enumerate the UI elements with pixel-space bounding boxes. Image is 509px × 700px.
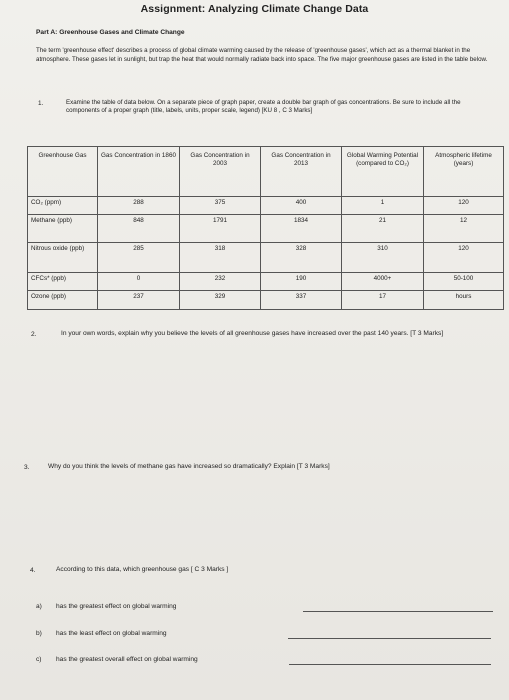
header-concentration-2013: Gas Concentration in 2013 [261, 147, 342, 197]
table-cell: 232 [180, 273, 261, 291]
table-row [28, 273, 504, 291]
question-1-text: Examine the table of data below. On a separate piece of graph paper, create a double bar graph of gas concentrations. Be sure to include all the components of a proper graph (title, labels, units, proper scale, legend) [KU 8 , C 3 Marks] [66, 99, 461, 115]
question-2-text: In your own words, explain why you believe the levels of all greenhouse gases have increased over the past 140 years. [T 3 Marks] [61, 330, 444, 337]
question-4a-label: a) [36, 603, 42, 610]
table-row [28, 291, 504, 310]
table-cell: 4000+ [342, 273, 424, 291]
table-cell: hours [424, 291, 504, 310]
table-cell: 337 [261, 291, 342, 310]
table-cell: 328 [261, 243, 342, 273]
question-4c-label: c) [36, 656, 42, 663]
table-cell: Ozone (ppb) [28, 291, 98, 310]
table-cell: 50-100 [424, 273, 504, 291]
table-cell: CO₂ (ppm) [28, 197, 98, 215]
header-greenhouse-gas: Greenhouse Gas [28, 147, 98, 197]
table-cell: 848 [98, 215, 180, 243]
table-cell: 120 [424, 243, 504, 273]
question-1-number: 1. [38, 100, 44, 107]
question-3-text: Why do you think the levels of methane gas have increased so dramatically? Explain [T 3 Marks] [48, 463, 330, 470]
table-cell: 318 [180, 243, 261, 273]
answer-line-4a[interactable] [303, 611, 493, 612]
table-cell: 0 [98, 273, 180, 291]
table-cell: 17 [342, 291, 424, 310]
table-cell: 120 [424, 197, 504, 215]
question-4c-text: has the greatest overall effect on global warming [56, 656, 198, 663]
question-2-number: 2. [31, 331, 37, 338]
question-4b-text: has the least effect on global warming [56, 630, 167, 637]
table-cell: 285 [98, 243, 180, 273]
header-concentration-1860: Gas Concentration in 1860 [98, 147, 180, 197]
answer-line-4c[interactable] [289, 664, 491, 665]
intro-paragraph: The term 'greenhouse effect' describes a process of global climate warming caused by the release of 'greenhouse gases', which act as a thermal blanket in the atmosphere. These gases let in sunlight, but trap the heat that would normally radiate back into space. The five major greenhouse gases are listed in the table below. [36, 47, 488, 63]
assignment-title: Assignment: Analyzing Climate Change Data [140, 3, 369, 15]
table-cell: Methane (ppb) [28, 215, 98, 243]
question-4b-label: b) [36, 630, 42, 637]
question-4-text: According to this data, which greenhouse gas [ C 3 Marks ] [56, 566, 229, 573]
table-row [28, 215, 504, 243]
header-atmospheric-lifetime: Atmospheric lifetime (years) [424, 147, 504, 197]
table-row [28, 197, 504, 215]
question-4a-text: has the greatest effect on global warming [56, 603, 177, 610]
question-4-number: 4. [30, 567, 36, 574]
answer-line-4b[interactable] [288, 638, 491, 639]
greenhouse-gas-table [27, 146, 504, 310]
table-cell: 375 [180, 197, 261, 215]
table-cell: CFCs* (ppb) [28, 273, 98, 291]
table-cell: 237 [98, 291, 180, 310]
table-cell: 1791 [180, 215, 261, 243]
table-cell: 310 [342, 243, 424, 273]
table-cell: Nitrous oxide (ppb) [28, 243, 98, 273]
table-cell: 190 [261, 273, 342, 291]
table-cell: 400 [261, 197, 342, 215]
table-cell: 288 [98, 197, 180, 215]
header-concentration-2003: Gas Concentration in 2003 [180, 147, 261, 197]
table-cell: 1834 [261, 215, 342, 243]
table-header-row [28, 147, 504, 197]
table-cell: 1 [342, 197, 424, 215]
table-cell: 21 [342, 215, 424, 243]
header-global-warming-potential: Global Warming Potential (compared to CO₂) [342, 147, 424, 197]
part-heading: Part A: Greenhouse Gases and Climate Change [36, 29, 185, 36]
table-cell: 329 [180, 291, 261, 310]
question-3-number: 3. [24, 464, 30, 471]
table-row [28, 243, 504, 273]
table-cell: 12 [424, 215, 504, 243]
